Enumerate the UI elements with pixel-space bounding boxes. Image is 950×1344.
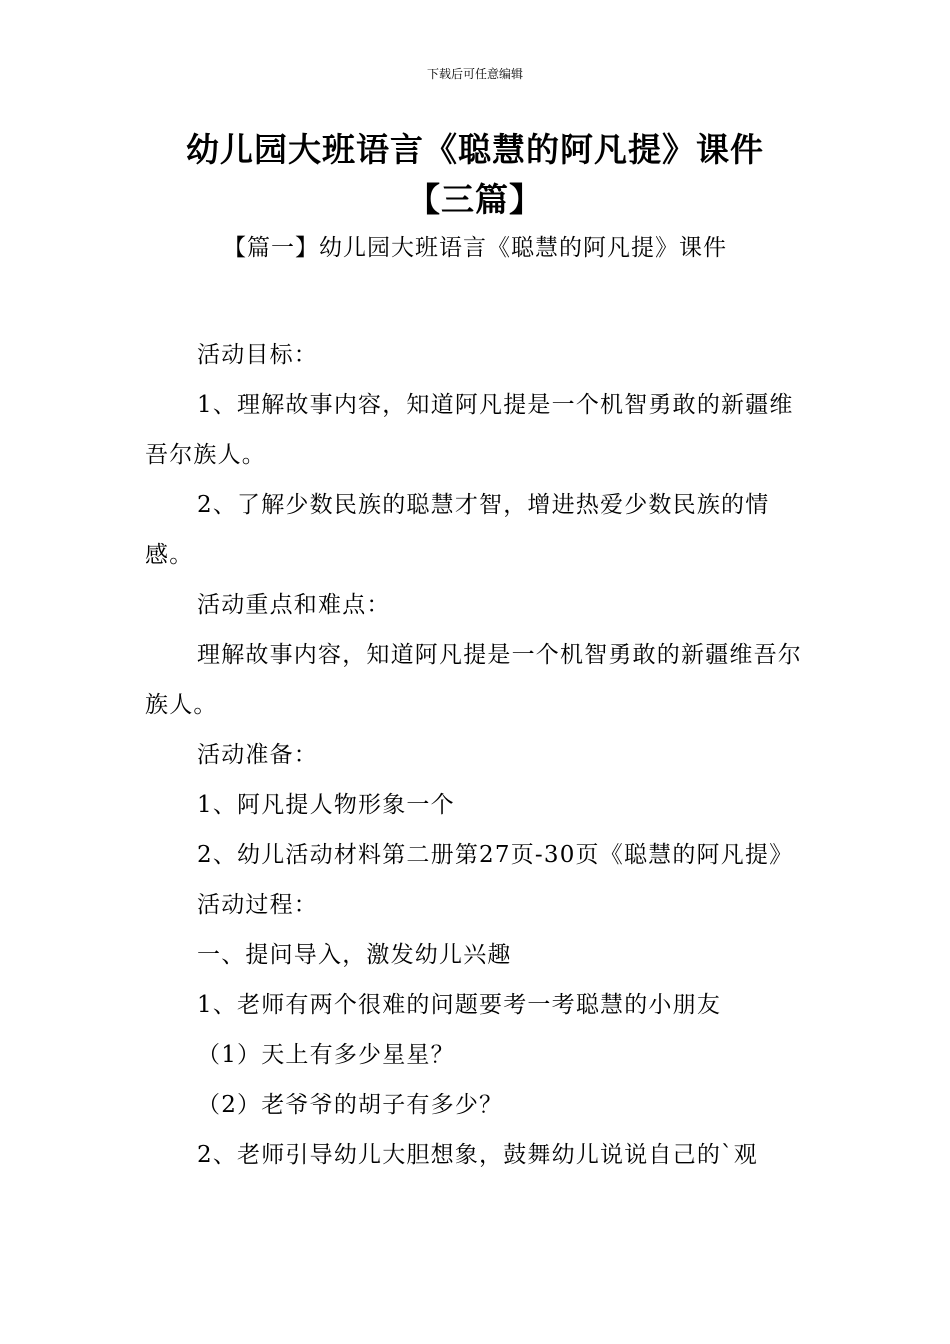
paragraph-preparation-1: 1、阿凡提人物形象一个 [197, 792, 455, 818]
section-heading: 【篇一】幼儿园大班语言《聪慧的阿凡提》课件 [223, 235, 727, 261]
paragraph-process-step-1: 一、提问导入，激发幼儿兴趣 [197, 942, 512, 968]
paragraph-keypoints-heading: 活动重点和难点： [197, 592, 391, 618]
paragraph-process-heading: 活动过程： [197, 892, 318, 918]
paragraph-question-2: （2）老爷爷的胡子有多少？ [197, 1092, 504, 1118]
paragraph-objective-2: 2、了解少数民族的聪慧才智，增进热爱少数民族的情感。 [145, 492, 770, 568]
paragraph-question-1: （1）天上有多少星星？ [197, 1042, 455, 1068]
paragraph-process-item-2: 2、老师引导幼儿大胆想象，鼓舞幼儿说说自己的`观 [197, 1142, 758, 1168]
paragraph-objectives-heading: 活动目标： [197, 342, 318, 368]
header-note: 下载后可任意编辑 [426, 67, 523, 81]
paragraph-objective-1: 1、理解故事内容，知道阿凡提是一个机智勇敢的新疆维吾尔族人。 [145, 392, 794, 468]
document-title: 幼儿园大班语言《聪慧的阿凡提》课件 [186, 130, 764, 169]
document-body [145, 330, 807, 1180]
paragraph-preparation-heading: 活动准备： [197, 742, 318, 768]
paragraph-preparation-2: 2、幼儿活动材料第二册第27页-30页《聪慧的阿凡提》 [197, 842, 794, 868]
paragraph-process-item-1: 1、老师有两个很难的问题要考一考聪慧的小朋友 [197, 992, 722, 1018]
paragraph-keypoints: 理解故事内容，知道阿凡提是一个机智勇敢的新疆维吾尔族人。 [145, 642, 802, 718]
document-title-suffix: 【三篇】 [407, 180, 543, 219]
